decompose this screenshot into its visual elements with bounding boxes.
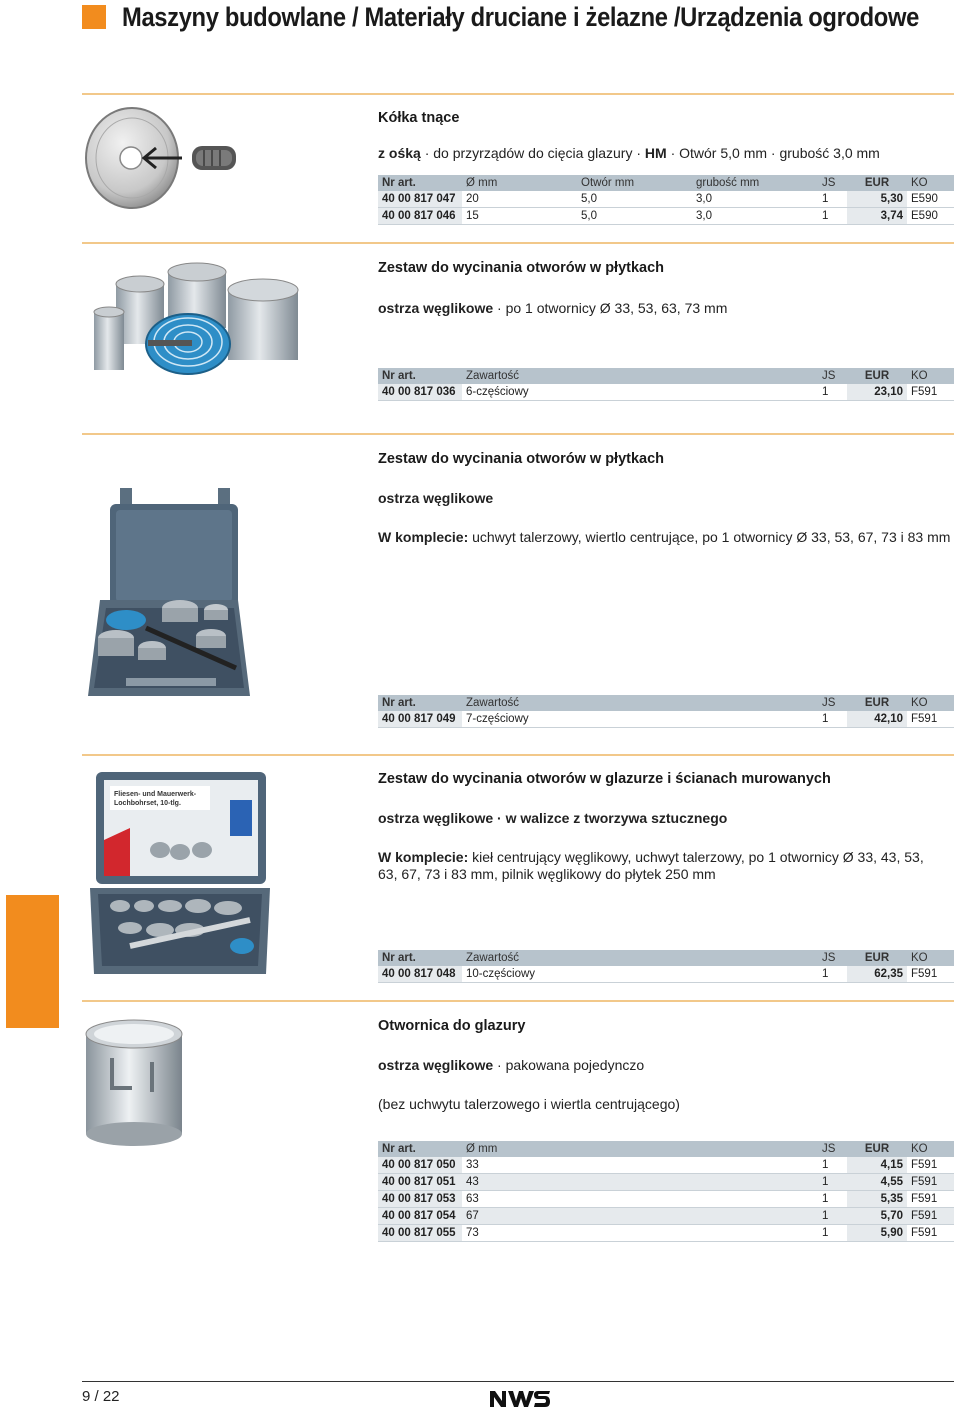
article-number: 40 00 817 047 (378, 191, 462, 208)
plastic-case-set-image (86, 488, 252, 706)
table-cell: 5,0 (577, 191, 692, 208)
section-title: Zestaw do wycinania otworów w płytkach (378, 451, 665, 467)
article-number: 40 00 817 050 (378, 1157, 462, 1174)
section-divider (82, 754, 954, 756)
price-cell: 4,15 (847, 1157, 907, 1174)
description-bold: ostrza węglikowe (378, 300, 494, 316)
column-header: JS (818, 950, 847, 966)
table-cell: F591 (907, 1174, 954, 1191)
section-description (378, 1057, 644, 1073)
table-cell: F591 (907, 1191, 954, 1208)
table-cell: 67 (462, 1208, 818, 1225)
case-label-text: Fliesen- und Mauerwerk- (114, 791, 197, 798)
table-header-row (378, 175, 954, 191)
product-table (378, 368, 954, 401)
table-cell: F591 (907, 966, 954, 983)
page-header (82, 2, 960, 32)
table-row (378, 1157, 954, 1174)
section-title: Otwornica do glazury (378, 1018, 526, 1034)
section-description (378, 810, 727, 826)
footer-rule (82, 1381, 954, 1382)
table-cell: 3,0 (692, 208, 818, 225)
table-cell: 7-częściowy (462, 711, 818, 728)
article-number: 40 00 817 055 (378, 1225, 462, 1242)
table-cell: F591 (907, 384, 954, 401)
description-text: · po 1 otwornicy Ø 33, 53, 63, 73 mm (493, 300, 728, 316)
section-title: Zestaw do wycinania otworów w glazurze i ścianach murowanych (378, 771, 831, 787)
table-cell: 1 (818, 1208, 847, 1225)
section-divider (82, 242, 954, 244)
table-cell: 5,0 (577, 208, 692, 225)
header-accent-square (82, 5, 106, 29)
table-cell: F591 (907, 711, 954, 728)
table-cell: F591 (907, 1157, 954, 1174)
column-header: KO (907, 950, 954, 966)
section-note: (bez uchwytu talerzowego i wiertla centrującego) (378, 1096, 680, 1112)
column-header: EUR (847, 950, 907, 966)
price-cell: 3,74 (847, 208, 907, 225)
table-cell: F591 (907, 1208, 954, 1225)
page-number: 9 / 22 (82, 1388, 120, 1405)
section-contents (378, 529, 958, 546)
table-row (378, 208, 954, 225)
section-contents (378, 849, 938, 883)
table-row (378, 711, 954, 728)
price-cell: 5,35 (847, 1191, 907, 1208)
table-cell: 1 (818, 1157, 847, 1174)
carry-case-set-image (90, 770, 270, 976)
page-title: Maszyny budowlane / Materiały druciane i żelazne /Urządzenia ogrodowe (122, 1, 919, 32)
description-bold: z ośką (378, 145, 421, 161)
table-cell: 1 (818, 208, 847, 225)
column-header: KO (907, 368, 954, 384)
description-bold: HM (644, 145, 667, 161)
product-table (378, 1141, 954, 1242)
table-header-row (378, 950, 954, 966)
table-cell: E590 (907, 191, 954, 208)
nws-logo (488, 1390, 552, 1408)
column-header: grubość mm (692, 175, 818, 191)
section-description (378, 300, 727, 316)
section-description (378, 145, 880, 161)
table-cell: 43 (462, 1174, 818, 1191)
table-header-row (378, 368, 954, 384)
price-cell: 62,35 (847, 966, 907, 983)
table-cell: 1 (818, 711, 847, 728)
column-header: JS (818, 175, 847, 191)
section-divider (82, 1000, 954, 1002)
case-label-text: Lochbohrset, 10-tlg. (114, 800, 181, 807)
contents-label: W komplecie: (378, 849, 469, 865)
price-cell: 23,10 (847, 384, 907, 401)
column-header: Zawartość (462, 368, 818, 384)
table-header-row (378, 1141, 954, 1157)
tile-hole-saw-image (82, 1018, 186, 1148)
column-header: JS (818, 695, 847, 711)
article-number: 40 00 817 054 (378, 1208, 462, 1225)
column-header: EUR (847, 368, 907, 384)
description-bold: ostrza węglikowe (378, 490, 494, 506)
contents-text: kieł centrujący węglikowy, uchwyt talerzowy, po 1 otwornicy Ø 33, 43, 53, 63, 67, 73 i 83 mm, pilnik węglikowy do płytek 250 mm (378, 849, 924, 882)
table-cell: 1 (818, 1174, 847, 1191)
product-table (378, 950, 954, 983)
column-header: EUR (847, 1141, 907, 1157)
column-header: Ø mm (462, 175, 577, 191)
table-cell: 1 (818, 384, 847, 401)
table-cell: 3,0 (692, 191, 818, 208)
description-text: · pakowana pojedynczo (493, 1057, 645, 1073)
column-header: Ø mm (462, 1141, 818, 1157)
table-row (378, 1174, 954, 1191)
table-cell: 20 (462, 191, 577, 208)
article-number: 40 00 817 053 (378, 1191, 462, 1208)
price-cell: 5,90 (847, 1225, 907, 1242)
table-cell: 1 (818, 191, 847, 208)
product-table (378, 175, 954, 225)
hole-cutter-set-image (88, 262, 313, 380)
description-bold: ostrza węglikowe (378, 1057, 494, 1073)
column-header: EUR (847, 175, 907, 191)
table-cell: 1 (818, 966, 847, 983)
column-header: Nr art. (378, 695, 462, 711)
column-header: Zawartość (462, 950, 818, 966)
section-description (378, 490, 493, 506)
table-cell: 15 (462, 208, 577, 225)
article-number: 40 00 817 046 (378, 208, 462, 225)
article-number: 40 00 817 048 (378, 966, 462, 983)
table-row (378, 966, 954, 983)
table-cell: 1 (818, 1225, 847, 1242)
article-number: 40 00 817 049 (378, 711, 462, 728)
table-row (378, 191, 954, 208)
section-title: Zestaw do wycinania otworów w płytkach (378, 260, 665, 276)
section-divider (82, 433, 954, 435)
column-header: Otwór mm (577, 175, 692, 191)
table-cell: 6-częściowy (462, 384, 818, 401)
column-header: EUR (847, 695, 907, 711)
price-cell: 5,30 (847, 191, 907, 208)
price-cell: 4,55 (847, 1174, 907, 1191)
product-table (378, 695, 954, 728)
article-number: 40 00 817 051 (378, 1174, 462, 1191)
column-header: Nr art. (378, 950, 462, 966)
section-divider (82, 93, 954, 95)
table-cell: 63 (462, 1191, 818, 1208)
column-header: Nr art. (378, 1141, 462, 1157)
section-title: Kółka tnące (378, 110, 460, 126)
price-cell: 5,70 (847, 1208, 907, 1225)
description-text: · do przyrządów do cięcia glazury · (420, 145, 645, 161)
article-number: 40 00 817 036 (378, 384, 462, 401)
column-header: Nr art. (378, 368, 462, 384)
column-header: Nr art. (378, 175, 462, 191)
contents-text: uchwyt talerzowy, wiertlo centrujące, po 1 otwornicy Ø 33, 53, 67, 73 i 83 mm (468, 529, 951, 545)
table-cell: 1 (818, 1191, 847, 1208)
column-header: KO (907, 1141, 954, 1157)
side-tab-marker (6, 895, 59, 1028)
table-cell: F591 (907, 1225, 954, 1242)
description-bold: ostrza węglikowe · w walizce z tworzywa sztucznego (378, 810, 728, 826)
table-header-row (378, 695, 954, 711)
column-header: KO (907, 695, 954, 711)
table-cell: 10-częściowy (462, 966, 818, 983)
cutting-wheel-image (82, 104, 242, 214)
column-header: JS (818, 1141, 847, 1157)
column-header: JS (818, 368, 847, 384)
price-cell: 42,10 (847, 711, 907, 728)
table-cell: E590 (907, 208, 954, 225)
table-row (378, 1191, 954, 1208)
table-cell: 33 (462, 1157, 818, 1174)
description-text: · Otwór 5,0 mm · grubość 3,0 mm (666, 145, 880, 161)
column-header: Zawartość (462, 695, 818, 711)
table-row (378, 1225, 954, 1242)
column-header: KO (907, 175, 954, 191)
table-row (378, 1208, 954, 1225)
contents-label: W komplecie: (378, 529, 469, 545)
table-row (378, 384, 954, 401)
table-cell: 73 (462, 1225, 818, 1242)
